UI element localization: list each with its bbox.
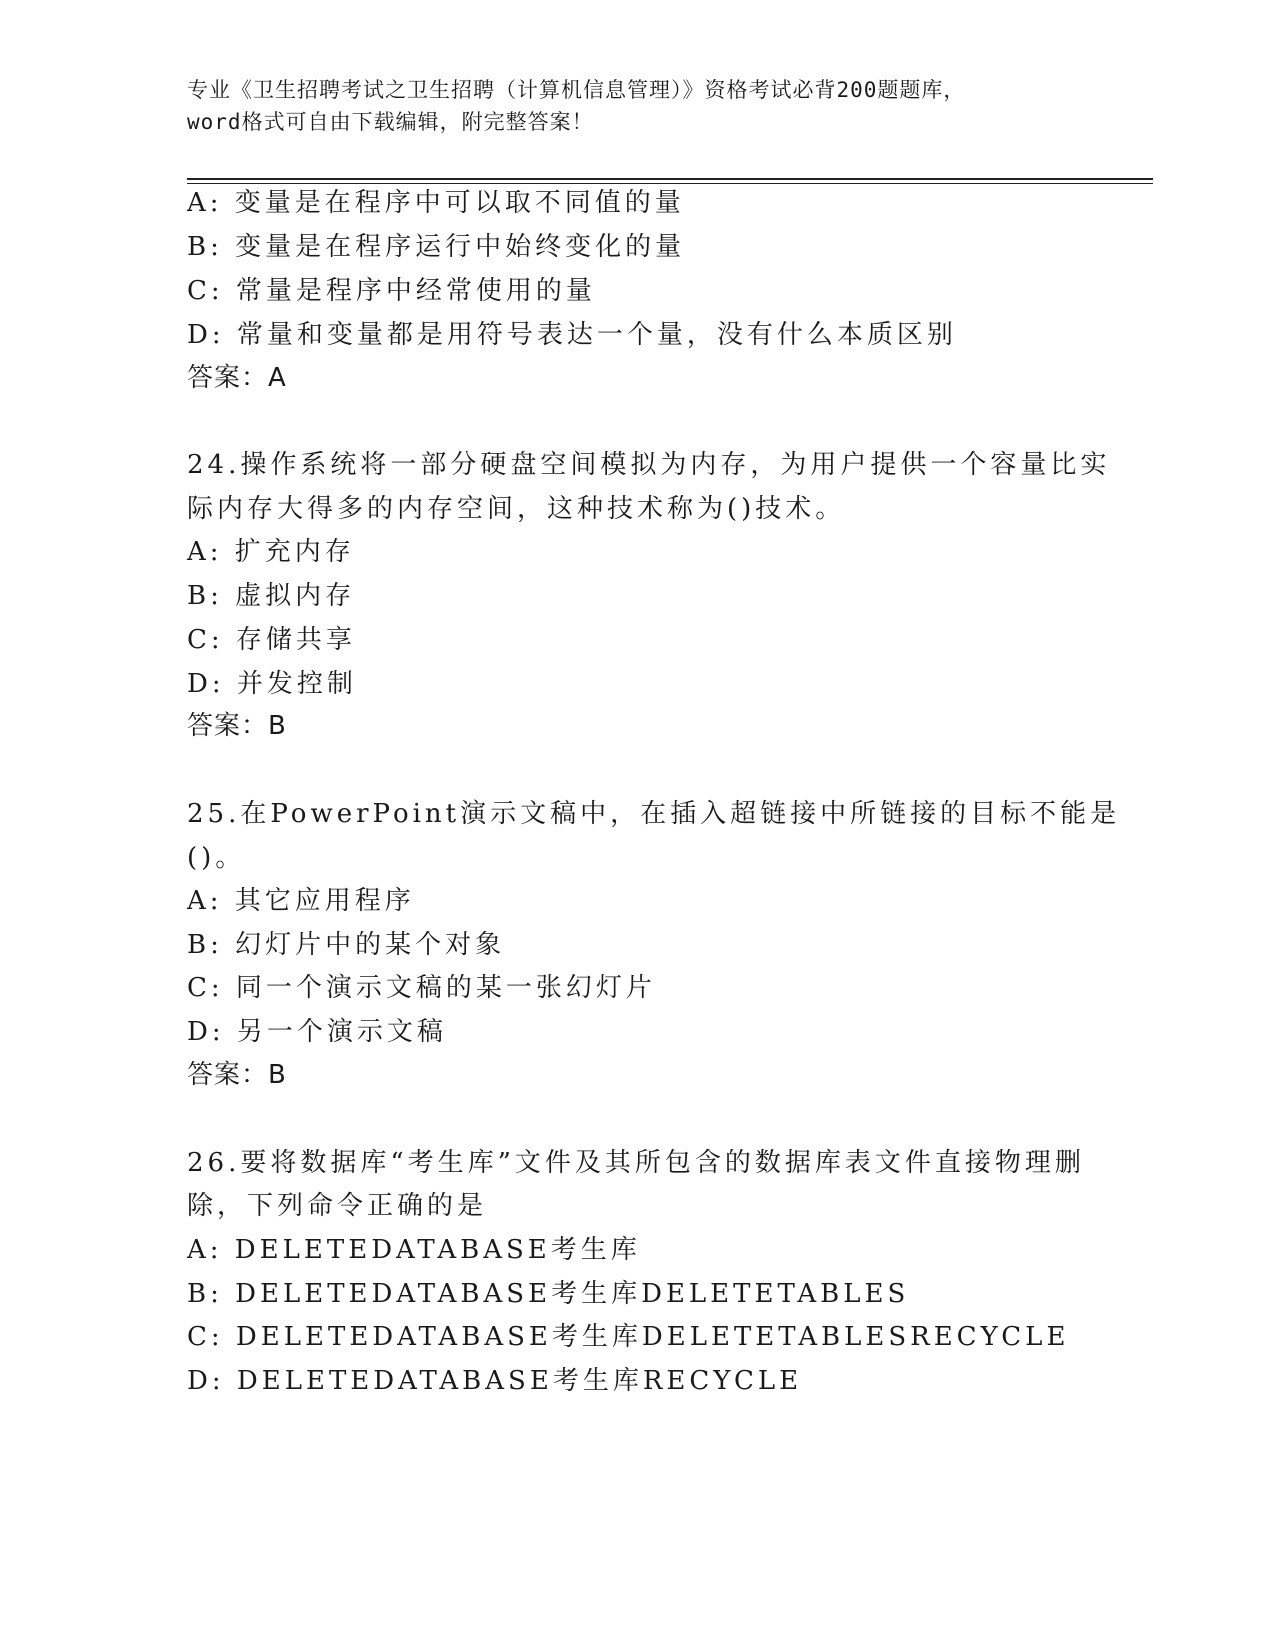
header-divider-thick [187, 178, 1153, 180]
q25-stem-line-2: ()。 [187, 843, 246, 873]
q25-answer: 答案：B [187, 1060, 287, 1090]
q26-stem-line-1: 26.要将数据库“考生库”文件及其所包含的数据库表文件直接物理删 [187, 1148, 1085, 1178]
q25-option-d: D: 另一个演示文稿 [187, 1017, 447, 1047]
q24-option-c: C: 存储共享 [187, 625, 356, 655]
q24-answer: 答案：B [187, 711, 287, 741]
q25-stem-line-1: 25.在PowerPoint演示文稿中，在插入超链接中所链接的目标不能是 [187, 799, 1121, 829]
q26-option-b: B: DELETEDATABASE考生库DELETETABLES [187, 1279, 910, 1309]
q26-option-c: C: DELETEDATABASE考生库DELETETABLESRECYCLE [187, 1322, 1070, 1352]
q25-option-b: B: 幻灯片中的某个对象 [187, 930, 506, 960]
q24-stem-line-1: 24.操作系统将一部分硬盘空间模拟为内存，为用户提供一个容量比实 [187, 450, 1111, 480]
q23-option-b: B: 变量是在程序运行中始终变化的量 [187, 232, 686, 262]
header-line-2: word格式可自由下载编辑，附完整答案！ [187, 110, 594, 134]
q23-option-a: A: 变量是在程序中可以取不同值的量 [187, 188, 685, 218]
q23-option-d: D: 常量和变量都是用符号表达一个量，没有什么本质区别 [187, 320, 957, 350]
q26-option-d: D: DELETEDATABASE考生库RECYCLE [187, 1366, 803, 1396]
q24-option-d: D: 并发控制 [187, 669, 357, 699]
q24-option-b: B: 虚拟内存 [187, 581, 356, 611]
document-header [187, 74, 1087, 138]
q25-option-a: A: 其它应用程序 [187, 886, 415, 916]
q25-option-c: C: 同一个演示文稿的某一张幻灯片 [187, 973, 656, 1003]
q24-option-a: A: 扩充内存 [187, 537, 355, 567]
q26-stem-line-2: 除，下列命令正确的是 [187, 1191, 488, 1221]
header-line-1: 专业《卫生招聘考试之卫生招聘（计算机信息管理）》资格考试必背200题题库， [187, 78, 966, 102]
q23-answer: 答案：A [187, 363, 287, 393]
q23-option-c: C: 常量是程序中经常使用的量 [187, 276, 596, 306]
header-divider-thin [187, 183, 1153, 184]
q24-stem-line-2: 际内存大得多的内存空间，这种技术称为()技术。 [187, 494, 846, 524]
q26-option-a: A: DELETEDATABASE考生库 [187, 1235, 641, 1265]
